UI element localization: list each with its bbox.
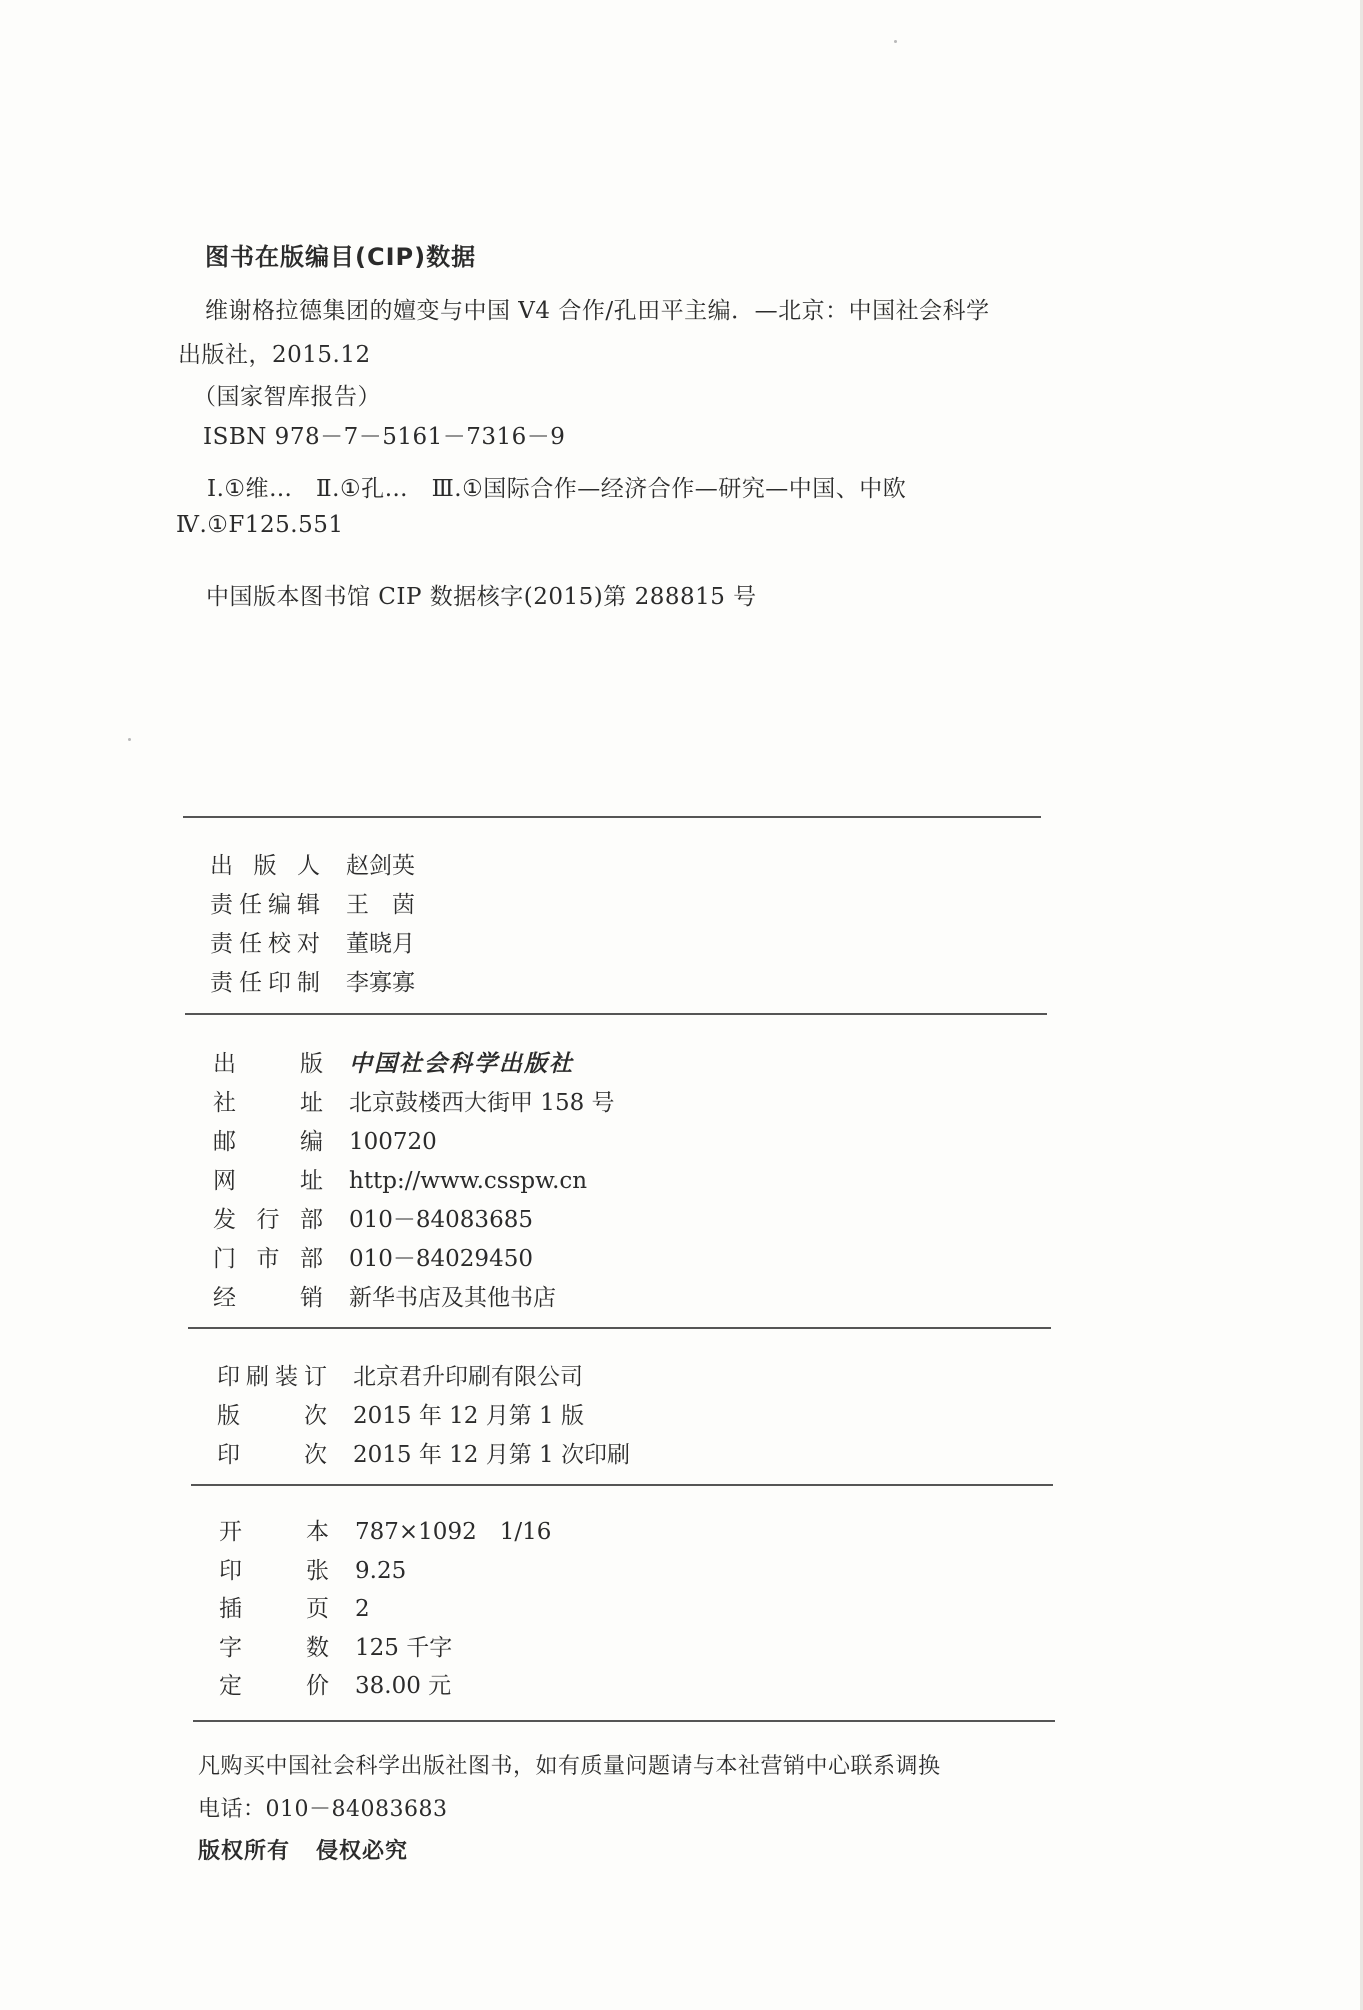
scan-speck — [128, 738, 131, 741]
spec-label: 开 本 — [219, 1519, 329, 1545]
spec-label: 字 数 — [219, 1634, 329, 1661]
divider-rule — [183, 816, 1041, 818]
cip-title: 图书在版编目(CIP)数据 — [205, 243, 477, 271]
service-phone: 电话：010－84083683 — [198, 1797, 448, 1822]
staff-label: 责 任 印 制 — [210, 970, 320, 996]
cip-line-2: 出版社，2015.12 — [178, 342, 371, 368]
publisher-label: 发 行 部 — [213, 1207, 323, 1233]
staff-label: 出 版 人 — [210, 853, 320, 879]
rights-reserved: 版权所有 — [198, 1839, 291, 1864]
divider-rule — [188, 1327, 1051, 1329]
spec-value: 125 千字 — [355, 1634, 453, 1661]
publisher-label: 经 销 — [213, 1285, 323, 1311]
cip-classification-2: Ⅳ.①F125.551 — [176, 512, 344, 538]
cip-library-record: 中国版本图书馆 CIP 数据核字(2015)第 288815 号 — [206, 584, 757, 610]
publisher-value: 新华书店及其他书店 — [349, 1285, 556, 1311]
publisher-value: http://www.csspw.cn — [349, 1168, 588, 1194]
staff-value: 董晓月 — [346, 931, 415, 957]
spec-value: 9.25 — [355, 1557, 407, 1584]
divider-rule — [193, 1720, 1055, 1722]
publisher-value: 中国社会科学出版社 — [349, 1050, 574, 1077]
printing-label: 印 刷 装 订 — [217, 1364, 327, 1390]
publisher-value: 北京鼓楼西大街甲 158 号 — [349, 1090, 615, 1116]
printing-value: 北京君升印刷有限公司 — [353, 1364, 583, 1390]
cip-isbn: ISBN 978－7－5161－7316－9 — [203, 424, 566, 450]
cip-line-1: 维谢格拉德集团的嬗变与中国 V4 合作/孔田平主编．—北京：中国社会科学 — [205, 298, 990, 324]
publisher-value: 100720 — [349, 1129, 437, 1155]
publisher-value: 010－84029450 — [349, 1246, 533, 1272]
divider-rule — [191, 1484, 1053, 1486]
publisher-label: 网 址 — [213, 1168, 323, 1194]
spec-value: 787×1092 1/16 — [355, 1519, 552, 1545]
printing-value: 2015 年 12 月第 1 版 — [353, 1403, 584, 1429]
printing-label: 版 次 — [217, 1403, 327, 1429]
publisher-value: 010－84083685 — [349, 1207, 533, 1233]
divider-rule — [185, 1013, 1047, 1015]
spec-label: 定 价 — [219, 1673, 329, 1699]
printing-value: 2015 年 12 月第 1 次印刷 — [353, 1442, 630, 1468]
scan-speck — [894, 40, 897, 43]
cip-series: （国家智库报告） — [193, 384, 381, 410]
publisher-label: 社 址 — [213, 1090, 323, 1116]
infringement-warning: 侵权必究 — [316, 1839, 409, 1864]
quality-notice: 凡购买中国社会科学出版社图书，如有质量问题请与本社营销中心联系调换 — [198, 1754, 941, 1779]
staff-label: 责 任 校 对 — [210, 931, 320, 957]
staff-label: 责 任 编 辑 — [210, 892, 320, 918]
spec-value: 38.00 元 — [355, 1673, 452, 1699]
cip-classification-1: Ⅰ.①维… Ⅱ.①孔… Ⅲ.①国际合作—经济合作—研究—中国、中欧 — [207, 476, 907, 502]
printing-label: 印 次 — [217, 1442, 327, 1468]
spec-value: 2 — [355, 1596, 370, 1622]
spec-label: 印 张 — [219, 1557, 329, 1584]
publisher-label: 出 版 — [213, 1051, 323, 1077]
staff-value: 李寡寡 — [346, 970, 415, 996]
copyright-notice — [198, 1834, 408, 1865]
spec-label: 插 页 — [219, 1596, 329, 1622]
staff-value: 王 茵 — [346, 892, 415, 918]
publisher-label: 邮 编 — [213, 1129, 323, 1155]
staff-value: 赵剑英 — [346, 853, 415, 879]
publisher-label: 门 市 部 — [213, 1246, 323, 1272]
